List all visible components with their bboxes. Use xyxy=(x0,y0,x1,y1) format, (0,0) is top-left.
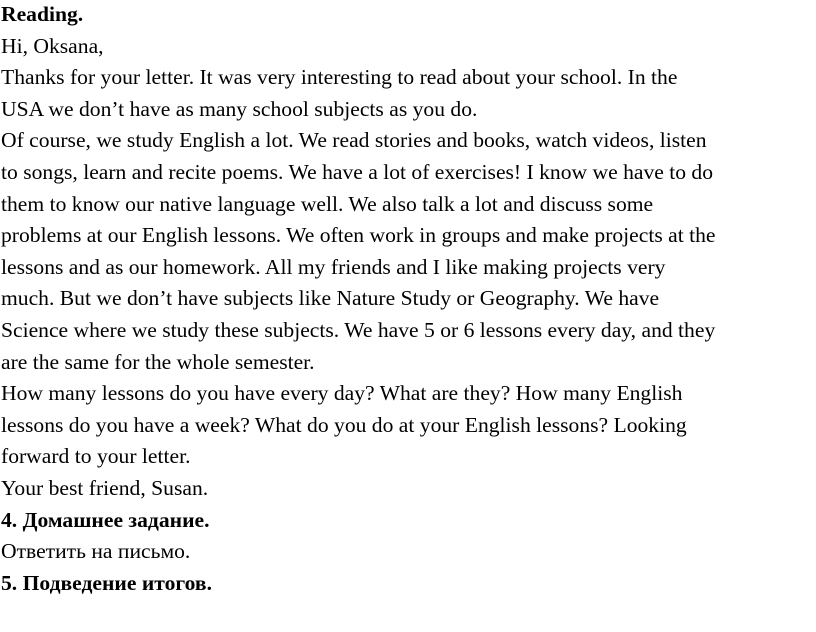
document-page xyxy=(1,0,813,599)
letter-paragraph-3 xyxy=(1,378,813,473)
paragraph-line: problems at our English lessons. We often work in groups and make projects at the xyxy=(1,223,716,248)
paragraph-line: USA we don’t have as many school subjects as you do. xyxy=(1,96,478,121)
letter-paragraph-1 xyxy=(1,62,813,125)
letter-paragraph-2 xyxy=(1,125,813,378)
paragraph-line: forward to your letter. xyxy=(1,444,191,469)
paragraph-line: to songs, learn and recite poems. We have a lot of exercises! I know we have to do xyxy=(1,159,714,184)
section-4-title: 4. Домашнее задание. xyxy=(1,507,210,532)
paragraph-line: lessons do you have a week? What do you do at your English lessons? Looking xyxy=(1,412,687,437)
paragraph-line: lessons and as our homework. All my friends and I like making projects very xyxy=(1,254,666,279)
section-4-text: Ответить на письмо. xyxy=(1,539,191,564)
section-5-title: 5. Подведение итогов. xyxy=(1,570,212,595)
letter-greeting: Hi, Oksana, xyxy=(1,33,104,58)
paragraph-line: Of course, we study English a lot. We read stories and books, watch videos, listen xyxy=(1,128,707,153)
paragraph-line: Science where we study these subjects. We have 5 or 6 lessons every day, and they xyxy=(1,317,716,342)
paragraph-line: them to know our native language well. We also talk a lot and discuss some xyxy=(1,191,654,216)
letter-closing: Your best friend, Susan. xyxy=(1,475,209,500)
paragraph-line: Thanks for your letter. It was very interesting to read about your school. In the xyxy=(1,65,678,90)
paragraph-line: are the same for the whole semester. xyxy=(1,349,315,374)
heading-reading: Reading. xyxy=(1,2,84,26)
paragraph-line: much. But we don’t have subjects like Nature Study or Geography. We have xyxy=(1,286,660,311)
paragraph-line: How many lessons do you have every day? What are they? How many English xyxy=(1,381,683,406)
